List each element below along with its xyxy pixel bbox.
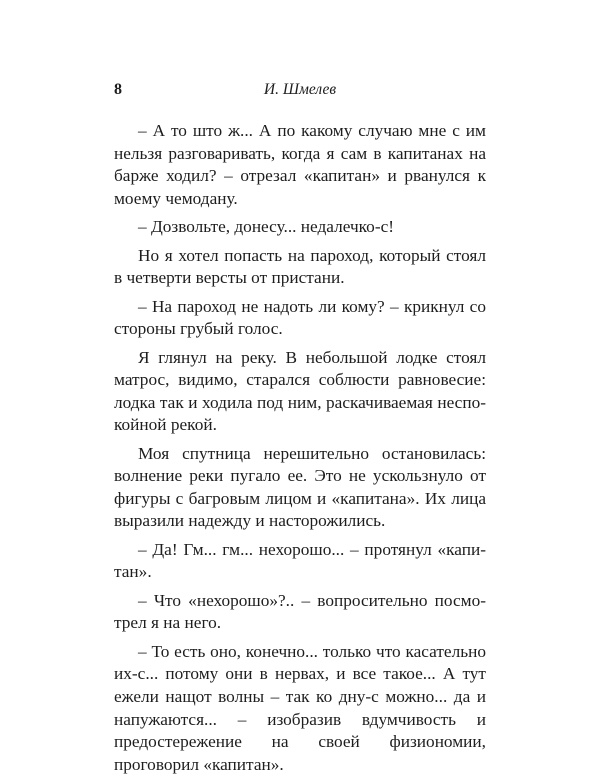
page-header — [114, 80, 486, 104]
page-number: 8 — [114, 81, 122, 98]
paragraph: – Дозвольте, донесу... недалечко-с! — [138, 217, 394, 237]
running-head-author: И. Шмелев — [263, 81, 337, 98]
paragraph: – Да! Гм... гм... нехорошо... – протянул «капитан». — [114, 539, 486, 582]
paragraph: Моя спутница нерешительно остановилась: волнение реки пугало ее. Это не ускользнуло от фигуры с багровым лицом и «капитана». Их лица выразили надежду и насторожились. — [114, 443, 486, 531]
body-text — [114, 120, 486, 776]
paragraph: Но я хотел попасть на пароход, который стоял в четверти версты от пристани. — [114, 245, 486, 288]
paragraph: Я глянул на реку. В небольшой лодке стоял матрос, видимо, старался соблюсти равновесие: лодка так и ходила под ним, раскачиваемая неспокойной рекой. — [114, 347, 486, 435]
paragraph: – Что «нехорошо»?.. – вопросительно посмотрел я на него. — [114, 590, 486, 633]
paragraph: – На пароход не надоть ли кому? – крикнул со стороны грубый голос. — [114, 296, 486, 339]
paragraph: – То есть оно, конечно... только что касательно их-с... потому они в нервах, и все такое... А тут ежели нащот волны – так ко дну-с можно... да и напужаются... – изобразив вдумчивость и предостережение на своей физиономии, проговорил «капитан». — [114, 641, 486, 774]
paragraph: – А то што ж... А по какому случаю мне с им нельзя разговаривать, когда я сам в капитанах на барже ходил? – отрезал «капитан» и рванулся к моему чемодану. — [114, 121, 486, 208]
